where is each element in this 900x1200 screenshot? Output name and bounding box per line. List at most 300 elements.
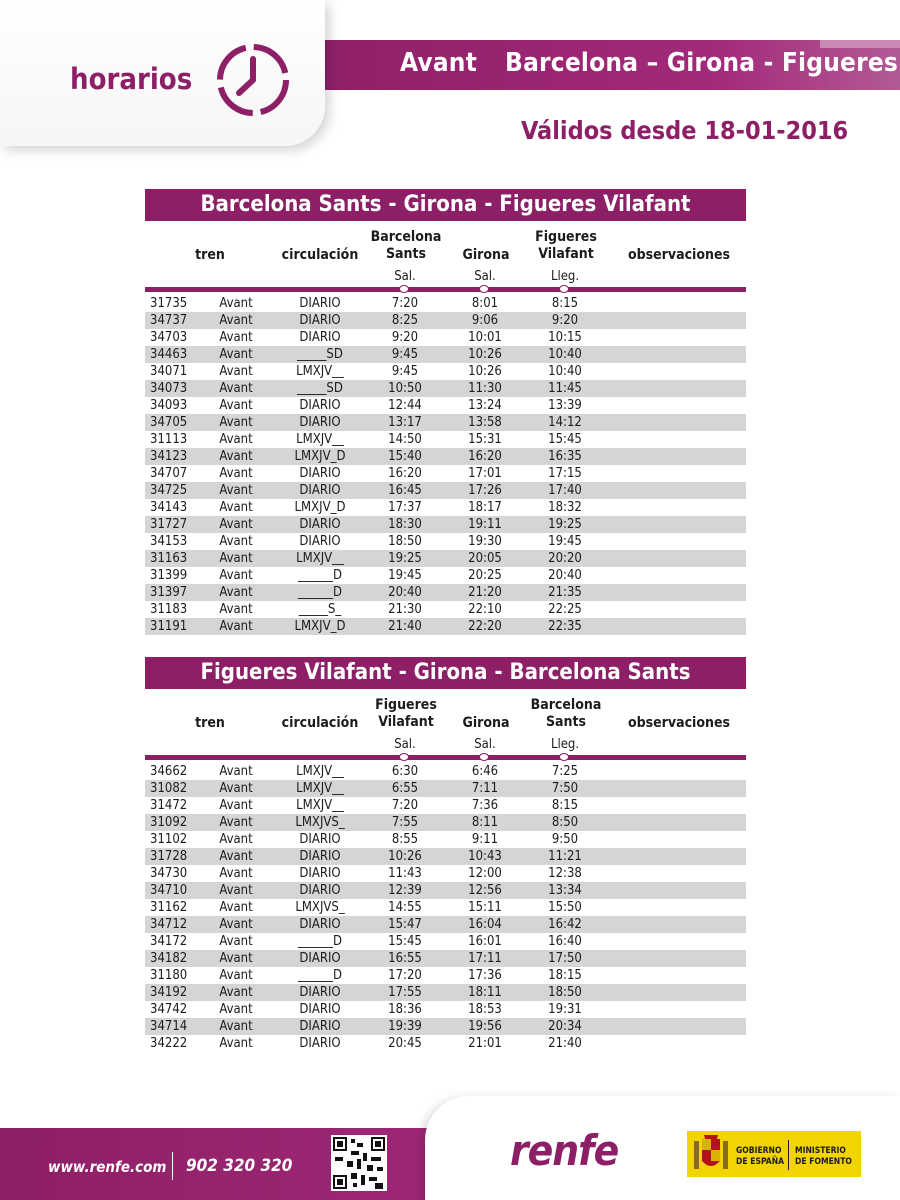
train-number: 31113 [150, 432, 188, 447]
gov-label: GOBIERNO DE ESPAÑA [736, 1146, 785, 1167]
coat-of-arms-icon [692, 1133, 730, 1175]
time-origin: 7:20 [391, 798, 419, 813]
time-origin: 20:45 [388, 1036, 422, 1051]
circulation-days: DIARIO [299, 1019, 341, 1034]
time-girona: 19:11 [468, 517, 502, 532]
time-girona: 18:53 [468, 1002, 502, 1017]
time-origin: 8:55 [391, 832, 419, 847]
train-number: 34742 [150, 1002, 188, 1017]
time-girona: 21:20 [468, 585, 502, 600]
time-girona: 12:56 [468, 883, 502, 898]
time-girona: 17:11 [468, 951, 502, 966]
circulation-days: DIARIO [299, 951, 341, 966]
circulation-days: DIARIO [299, 1036, 341, 1051]
time-origin: 9:45 [391, 347, 419, 362]
time-destination: 19:45 [548, 534, 582, 549]
table-row [145, 865, 746, 882]
table-row [145, 567, 746, 584]
time-girona: 11:30 [468, 381, 502, 396]
train-number: 34222 [150, 1036, 188, 1051]
table-row [145, 967, 746, 984]
train-number: 34073 [150, 381, 188, 396]
table-row [145, 584, 746, 601]
title-route: Barcelona – Girona - Figueres [505, 48, 899, 78]
time-girona: 13:58 [468, 415, 502, 430]
train-type: Avant [219, 883, 253, 898]
time-destination: 19:25 [548, 517, 582, 532]
time-destination: 9:50 [551, 832, 579, 847]
sub-label: Sal. [394, 737, 416, 752]
time-origin: 17:55 [388, 985, 422, 1000]
circulation-days: LMXJV__ [296, 764, 344, 779]
table-row [145, 916, 746, 933]
circulation-days: DIARIO [299, 466, 341, 481]
time-destination: 12:38 [548, 866, 582, 881]
renfe-logo: renfe [510, 1126, 619, 1175]
time-girona: 7:11 [471, 781, 499, 796]
train-type: Avant [219, 781, 253, 796]
time-destination: 13:39 [548, 398, 582, 413]
circulation-days: DIARIO [299, 883, 341, 898]
time-origin: 9:45 [391, 364, 419, 379]
time-origin: 12:44 [388, 398, 422, 413]
circulation-days: ______D [297, 568, 343, 583]
train-number: 31727 [150, 517, 188, 532]
time-origin: 13:17 [388, 415, 422, 430]
table-row [145, 329, 746, 346]
table-row [145, 516, 746, 533]
time-origin: 21:40 [388, 619, 422, 634]
train-number: 34705 [150, 415, 188, 430]
time-girona: 8:01 [471, 296, 499, 311]
time-girona: 16:04 [468, 917, 502, 932]
time-origin: 6:55 [391, 781, 419, 796]
time-girona: 20:05 [468, 551, 502, 566]
station-dot-icon [479, 285, 489, 293]
clock-icon [214, 41, 292, 119]
table-row [145, 295, 746, 312]
circulation-days: DIARIO [299, 917, 341, 932]
time-origin: 20:40 [388, 585, 422, 600]
train-number: 34712 [150, 917, 188, 932]
time-girona: 6:46 [471, 764, 499, 779]
circulation-days: _____S_ [298, 602, 342, 617]
time-origin: 15:47 [388, 917, 422, 932]
time-destination: 8:50 [551, 815, 579, 830]
time-origin: 19:39 [388, 1019, 422, 1034]
time-origin: 16:45 [388, 483, 422, 498]
time-destination: 18:15 [548, 968, 582, 983]
train-number: 34463 [150, 347, 188, 362]
time-origin: 6:30 [391, 764, 419, 779]
time-destination: 14:12 [548, 415, 582, 430]
time-destination: 21:40 [548, 1036, 582, 1051]
circulation-days: DIARIO [299, 849, 341, 864]
table-row [145, 448, 746, 465]
time-destination: 16:35 [548, 449, 582, 464]
station-dot-icon [559, 753, 569, 761]
train-type: Avant [219, 398, 253, 413]
train-type: Avant [219, 917, 253, 932]
time-destination: 10:15 [548, 330, 582, 345]
time-girona: 19:30 [468, 534, 502, 549]
section-title: Figueres Vilafant - Girona - Barcelona Sants [145, 657, 746, 689]
train-type: Avant [219, 585, 253, 600]
train-type: Avant [219, 449, 253, 464]
table-row [145, 550, 746, 567]
table-row [145, 780, 746, 797]
time-origin: 11:43 [388, 866, 422, 881]
gov-divider [788, 1140, 789, 1170]
time-origin: 16:20 [388, 466, 422, 481]
train-type: Avant [219, 764, 253, 779]
circulation-days: DIARIO [299, 866, 341, 881]
phone-number: 902 320 320 [186, 1156, 293, 1176]
col-station-3: Barcelona Sants [530, 697, 602, 730]
time-girona: 10:43 [468, 849, 502, 864]
ministry-label: MINISTERIO DE FOMENTO [795, 1146, 852, 1167]
time-origin: 18:36 [388, 1002, 422, 1017]
table-row [145, 797, 746, 814]
train-type: Avant [219, 619, 253, 634]
time-origin: 21:30 [388, 602, 422, 617]
time-destination: 11:45 [548, 381, 582, 396]
train-number: 31162 [150, 900, 188, 915]
time-girona: 8:11 [471, 815, 499, 830]
table-row [145, 414, 746, 431]
time-girona: 10:26 [468, 364, 502, 379]
table-row [145, 763, 746, 780]
train-number: 34093 [150, 398, 188, 413]
circulation-days: LMXJVS_ [295, 815, 345, 830]
column-header [145, 221, 746, 291]
title-service: Avant [400, 48, 478, 78]
circulation-days: LMXJVS_ [295, 900, 345, 915]
train-type: Avant [219, 985, 253, 1000]
circulation-days: LMXJV__ [296, 551, 344, 566]
train-number: 34662 [150, 764, 188, 779]
train-number: 34703 [150, 330, 188, 345]
table-row [145, 814, 746, 831]
table-row [145, 1035, 746, 1052]
col-tren: tren [195, 247, 225, 263]
col-observaciones: observaciones [627, 715, 731, 731]
train-type: Avant [219, 381, 253, 396]
table-row [145, 397, 746, 414]
time-destination: 10:40 [548, 347, 582, 362]
circulation-days: DIARIO [299, 313, 341, 328]
table-row [145, 984, 746, 1001]
time-destination: 19:31 [548, 1002, 582, 1017]
table-row [145, 1001, 746, 1018]
train-number: 34714 [150, 1019, 188, 1034]
train-number: 34143 [150, 500, 188, 515]
footer-divider [172, 1152, 173, 1180]
time-girona: 17:26 [468, 483, 502, 498]
circulation-days: _____SD [297, 347, 343, 362]
time-origin: 10:26 [388, 849, 422, 864]
time-girona: 12:00 [468, 866, 502, 881]
col-station-3: Figueres Vilafant [535, 229, 597, 262]
circulation-days: DIARIO [299, 415, 341, 430]
time-destination: 9:20 [551, 313, 579, 328]
circulation-days: _____SD [297, 381, 343, 396]
train-type: Avant [219, 568, 253, 583]
table-row [145, 346, 746, 363]
train-number: 31191 [150, 619, 188, 634]
table-row [145, 465, 746, 482]
timetable-outbound [145, 189, 746, 635]
train-number: 31102 [150, 832, 188, 847]
table-row [145, 482, 746, 499]
table-row [145, 950, 746, 967]
timetable-rows [145, 763, 746, 1052]
time-girona: 9:11 [471, 832, 499, 847]
time-girona: 21:01 [468, 1036, 502, 1051]
time-origin: 18:30 [388, 517, 422, 532]
time-girona: 18:11 [468, 985, 502, 1000]
train-type: Avant [219, 432, 253, 447]
sub-label: Lleg. [550, 269, 580, 284]
table-row [145, 312, 746, 329]
train-number: 34737 [150, 313, 188, 328]
time-destination: 16:40 [548, 934, 582, 949]
table-row [145, 882, 746, 899]
time-origin: 14:50 [388, 432, 422, 447]
sub-label: Sal. [474, 269, 496, 284]
circulation-days: DIARIO [299, 1002, 341, 1017]
table-row [145, 933, 746, 950]
train-number: 31728 [150, 849, 188, 864]
train-number: 34172 [150, 934, 188, 949]
circulation-days: DIARIO [299, 534, 341, 549]
circulation-days: DIARIO [299, 483, 341, 498]
circulation-days: DIARIO [299, 517, 341, 532]
train-number: 34123 [150, 449, 188, 464]
time-origin: 14:55 [388, 900, 422, 915]
time-destination: 17:40 [548, 483, 582, 498]
table-row [145, 363, 746, 380]
train-number: 34725 [150, 483, 188, 498]
train-type: Avant [219, 364, 253, 379]
time-destination: 16:42 [548, 917, 582, 932]
time-destination: 17:15 [548, 466, 582, 481]
train-number: 34707 [150, 466, 188, 481]
train-number: 34192 [150, 985, 188, 1000]
train-type: Avant [219, 296, 253, 311]
validity-date: Válidos desde 18-01-2016 [521, 116, 849, 145]
time-girona: 19:56 [468, 1019, 502, 1034]
time-origin: 8:25 [391, 313, 419, 328]
train-type: Avant [219, 798, 253, 813]
time-origin: 17:20 [388, 968, 422, 983]
train-type: Avant [219, 951, 253, 966]
time-origin: 9:20 [391, 330, 419, 345]
train-number: 31183 [150, 602, 188, 617]
circulation-days: DIARIO [299, 296, 341, 311]
sub-label: Sal. [394, 269, 416, 284]
time-girona: 10:26 [468, 347, 502, 362]
time-destination: 17:50 [548, 951, 582, 966]
table-row [145, 601, 746, 618]
circulation-days: DIARIO [299, 985, 341, 1000]
time-girona: 10:01 [468, 330, 502, 345]
time-destination: 8:15 [551, 798, 579, 813]
col-station-2: Girona [462, 715, 510, 731]
train-type: Avant [219, 900, 253, 915]
train-number: 31163 [150, 551, 188, 566]
train-number: 34710 [150, 883, 188, 898]
time-girona: 17:01 [468, 466, 502, 481]
table-row [145, 431, 746, 448]
circulation-days: DIARIO [299, 330, 341, 345]
train-number: 31082 [150, 781, 188, 796]
time-girona: 7:36 [471, 798, 499, 813]
timetable-rows [145, 295, 746, 635]
col-station-1: Figueres Vilafant [375, 697, 437, 730]
train-number: 31399 [150, 568, 188, 583]
train-number: 31180 [150, 968, 188, 983]
time-origin: 12:39 [388, 883, 422, 898]
train-type: Avant [219, 1002, 253, 1017]
time-girona: 22:20 [468, 619, 502, 634]
table-row [145, 899, 746, 916]
circulation-days: DIARIO [299, 832, 341, 847]
time-origin: 17:37 [388, 500, 422, 515]
train-type: Avant [219, 330, 253, 345]
train-type: Avant [219, 551, 253, 566]
section-title: Barcelona Sants - Girona - Figueres Vilafant [145, 189, 746, 221]
train-type: Avant [219, 517, 253, 532]
time-destination: 20:20 [548, 551, 582, 566]
train-type: Avant [219, 602, 253, 617]
circulation-days: LMXJV_D [294, 500, 346, 515]
circulation-days: LMXJV__ [296, 798, 344, 813]
train-type: Avant [219, 313, 253, 328]
time-destination: 11:21 [548, 849, 582, 864]
col-station-2: Girona [462, 247, 510, 263]
time-destination: 20:40 [548, 568, 582, 583]
train-type: Avant [219, 534, 253, 549]
table-row [145, 499, 746, 516]
sub-label: Lleg. [550, 737, 580, 752]
train-type: Avant [219, 1036, 253, 1051]
time-girona: 9:06 [471, 313, 499, 328]
train-type: Avant [219, 968, 253, 983]
col-station-1: Barcelona Sants [370, 229, 442, 262]
time-destination: 22:35 [548, 619, 582, 634]
timetable-return [145, 657, 746, 1052]
col-circulacion: circulación [281, 715, 359, 731]
circulation-days: ______D [297, 934, 343, 949]
circulation-days: LMXJV__ [296, 432, 344, 447]
time-origin: 19:25 [388, 551, 422, 566]
time-destination: 20:34 [548, 1019, 582, 1034]
train-type: Avant [219, 1019, 253, 1034]
time-origin: 19:45 [388, 568, 422, 583]
time-origin: 7:55 [391, 815, 419, 830]
time-destination: 7:50 [551, 781, 579, 796]
time-girona: 15:11 [468, 900, 502, 915]
train-number: 31735 [150, 296, 188, 311]
train-type: Avant [219, 815, 253, 830]
col-tren: tren [195, 715, 225, 731]
train-number: 31092 [150, 815, 188, 830]
website-link[interactable]: www.renfe.com [48, 1158, 167, 1176]
time-girona: 15:31 [468, 432, 502, 447]
table-row [145, 848, 746, 865]
train-number: 31397 [150, 585, 188, 600]
time-destination: 18:32 [548, 500, 582, 515]
table-row [145, 533, 746, 550]
time-destination: 18:50 [548, 985, 582, 1000]
time-origin: 15:40 [388, 449, 422, 464]
train-type: Avant [219, 347, 253, 362]
train-number: 34182 [150, 951, 188, 966]
time-girona: 17:36 [468, 968, 502, 983]
table-row [145, 618, 746, 635]
time-girona: 16:20 [468, 449, 502, 464]
time-origin: 10:50 [388, 381, 422, 396]
table-row [145, 831, 746, 848]
train-type: Avant [219, 483, 253, 498]
header-rule [145, 755, 746, 760]
time-destination: 15:45 [548, 432, 582, 447]
train-number: 34071 [150, 364, 188, 379]
circulation-days: ______D [297, 968, 343, 983]
train-type: Avant [219, 500, 253, 515]
train-type: Avant [219, 849, 253, 864]
time-girona: 13:24 [468, 398, 502, 413]
time-destination: 13:34 [548, 883, 582, 898]
col-observaciones: observaciones [627, 247, 731, 263]
train-number: 34730 [150, 866, 188, 881]
train-type: Avant [219, 934, 253, 949]
time-destination: 15:50 [548, 900, 582, 915]
table-row [145, 1018, 746, 1035]
time-origin: 15:45 [388, 934, 422, 949]
train-type: Avant [219, 832, 253, 847]
time-girona: 18:17 [468, 500, 502, 515]
time-destination: 21:35 [548, 585, 582, 600]
train-number: 34153 [150, 534, 188, 549]
circulation-days: LMXJV_D [294, 619, 346, 634]
time-girona: 20:25 [468, 568, 502, 583]
qr-code-icon [331, 1135, 387, 1191]
column-header [145, 689, 746, 759]
circulation-days: LMXJV__ [296, 364, 344, 379]
time-destination: 10:40 [548, 364, 582, 379]
header-rule [145, 287, 746, 292]
table-row [145, 380, 746, 397]
train-type: Avant [219, 866, 253, 881]
sub-label: Sal. [474, 737, 496, 752]
circulation-days: ______D [297, 585, 343, 600]
train-type: Avant [219, 466, 253, 481]
train-number: 31472 [150, 798, 188, 813]
horarios-label: horarios [70, 62, 193, 96]
station-dot-icon [399, 753, 409, 761]
circulation-days: DIARIO [299, 398, 341, 413]
circulation-days: LMXJV__ [296, 781, 344, 796]
col-circulacion: circulación [281, 247, 359, 263]
time-destination: 7:25 [551, 764, 579, 779]
train-type: Avant [219, 415, 253, 430]
station-dot-icon [559, 285, 569, 293]
circulation-days: LMXJV_D [294, 449, 346, 464]
time-origin: 16:55 [388, 951, 422, 966]
time-girona: 16:01 [468, 934, 502, 949]
